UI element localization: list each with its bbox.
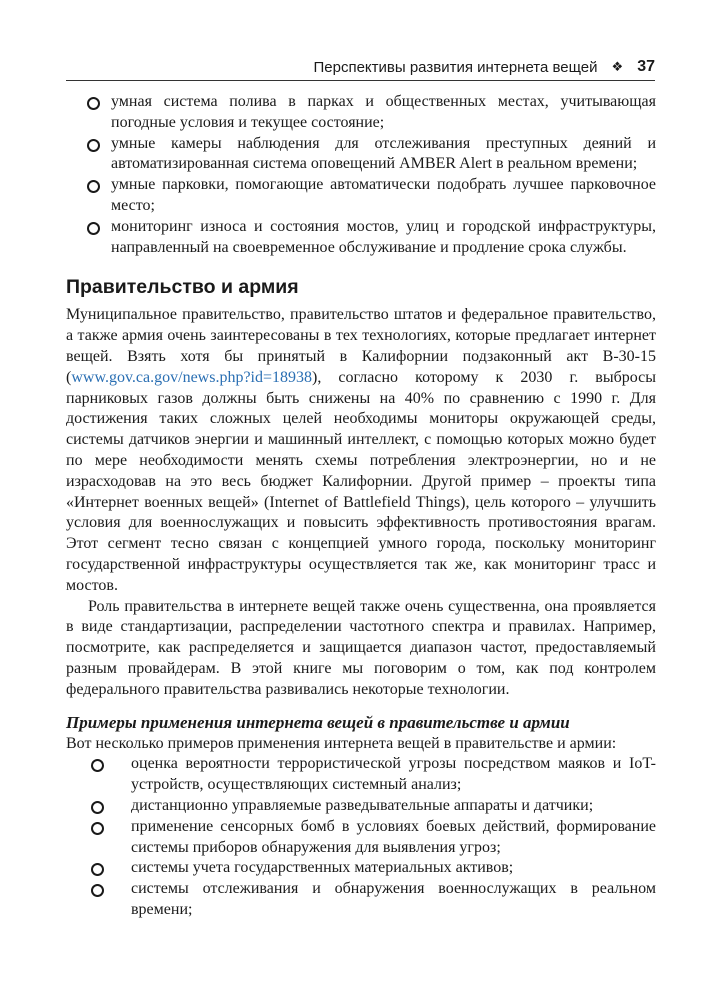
page-body [66,92,656,921]
list-item-text: системы отслеживания и обнаружения военнослужащих в реальном времени; [131,880,656,918]
list-item [66,92,656,134]
list-item-text: применение сенсорных бомб в условиях боевых действий, формирование системы приборов обнаружения для выявления угроз; [131,817,656,856]
list-item-text: системы учета государственных материальных активов; [131,859,514,877]
page-number: 37 [637,58,655,75]
diamond-separator-icon: ❖ [611,59,624,74]
circle-bullet-icon [91,759,104,772]
header-rule [66,80,655,81]
list-item-text: умная система полива в парках и общественных местах, учитывающая погодные условия и текущее состояние; [111,93,656,131]
top-bullet-list [66,92,656,258]
list-item [86,858,656,879]
circle-bullet-icon [91,822,104,835]
list-item [86,796,656,817]
url-link[interactable]: www.gov.ca.gov/news.php?id=18938 [71,368,313,386]
circle-bullet-icon [87,180,100,193]
running-head [66,56,655,78]
circle-bullet-icon [91,884,104,897]
list-item [86,754,656,796]
list-item-text: оценка вероятности террористической угрозы посредством маяков и IoT-устройств, осуществляющих системный анализ; [131,755,656,794]
list-item [66,134,656,176]
paragraph [66,305,656,596]
running-title: Перспективы развития интернета вещей [313,58,598,76]
circle-bullet-icon [91,801,104,814]
subsection-bullet-list [66,754,656,920]
list-item-text: умные камеры наблюдения для отслеживания преступных деяний и автоматизированная система оповещений AMBER Alert в реальном времени; [111,134,656,173]
list-item [86,879,656,921]
subsection-intro: Вот несколько примеров применения интернета вещей в правительстве и армии: [66,734,617,752]
paragraph-text: Муниципальное правительство, правительство штатов и федеральное правительство, а также армия очень заинтересованы в тех технологиях, которые предлагает интернет вещей. Взять хотя бы принятый в Калифорнии подзаконный акт B-30-15 ( [66,306,656,386]
list-item-text: дистанционно управляемые разведывательные аппараты и датчики; [131,796,594,814]
paragraph-text: ), согласно которому к 2030 г. выбросы парниковых газов должны быть снижены на 40% по сравнению с 1990 г. Для достижения таких сложных целей необходимы мониторы окружающей среды, системы датчиков энергии и машинный интеллект, с помощью которых можно будет по мере необходимости менять схемы потребления электроэнергии, но и не израсходовав на это весь бюджет Калифорнии. Другой пример – проекты типа «Интернет военных вещей» (Internet of Battlefield Things), цель которого – улучшить условия для военнослужащих и повысить эффективность противостояния врагам. Этот сегмент тесно связан с концепцией умного города, поскольку мониторинг государственной инфраструктуры осуществляется так же, как мониторинг трасс и мостов. [66,368,656,594]
circle-bullet-icon [87,97,100,110]
paragraph: Роль правительства в интернете вещей также очень существенна, она проявляется в виде стандартизации, распределении частотного спектра и правилах. Например, посмотрите, как распределяется и защищается диапазон частот, предоставляемый разным провайдерам. В этой книге мы поговорим о том, как под контролем федерального правительства развивались некоторые технологии. [66,597,656,698]
section-heading: Правительство и армия [66,276,299,299]
list-item [86,817,656,859]
list-item [66,175,656,217]
circle-bullet-icon [91,863,104,876]
subsection-heading: Примеры применения интернета вещей в правительстве и армии [66,712,570,732]
list-item-text: мониторинг износа и состояния мостов, улиц и городской инфраструктуры, направленный на своевременное обслуживание и продление срока службы. [111,217,656,256]
list-item-text: умные парковки, помогающие автоматически подобрать лучшее парковочное место; [111,176,656,214]
circle-bullet-icon [87,222,100,235]
circle-bullet-icon [87,139,100,152]
list-item [66,217,656,259]
